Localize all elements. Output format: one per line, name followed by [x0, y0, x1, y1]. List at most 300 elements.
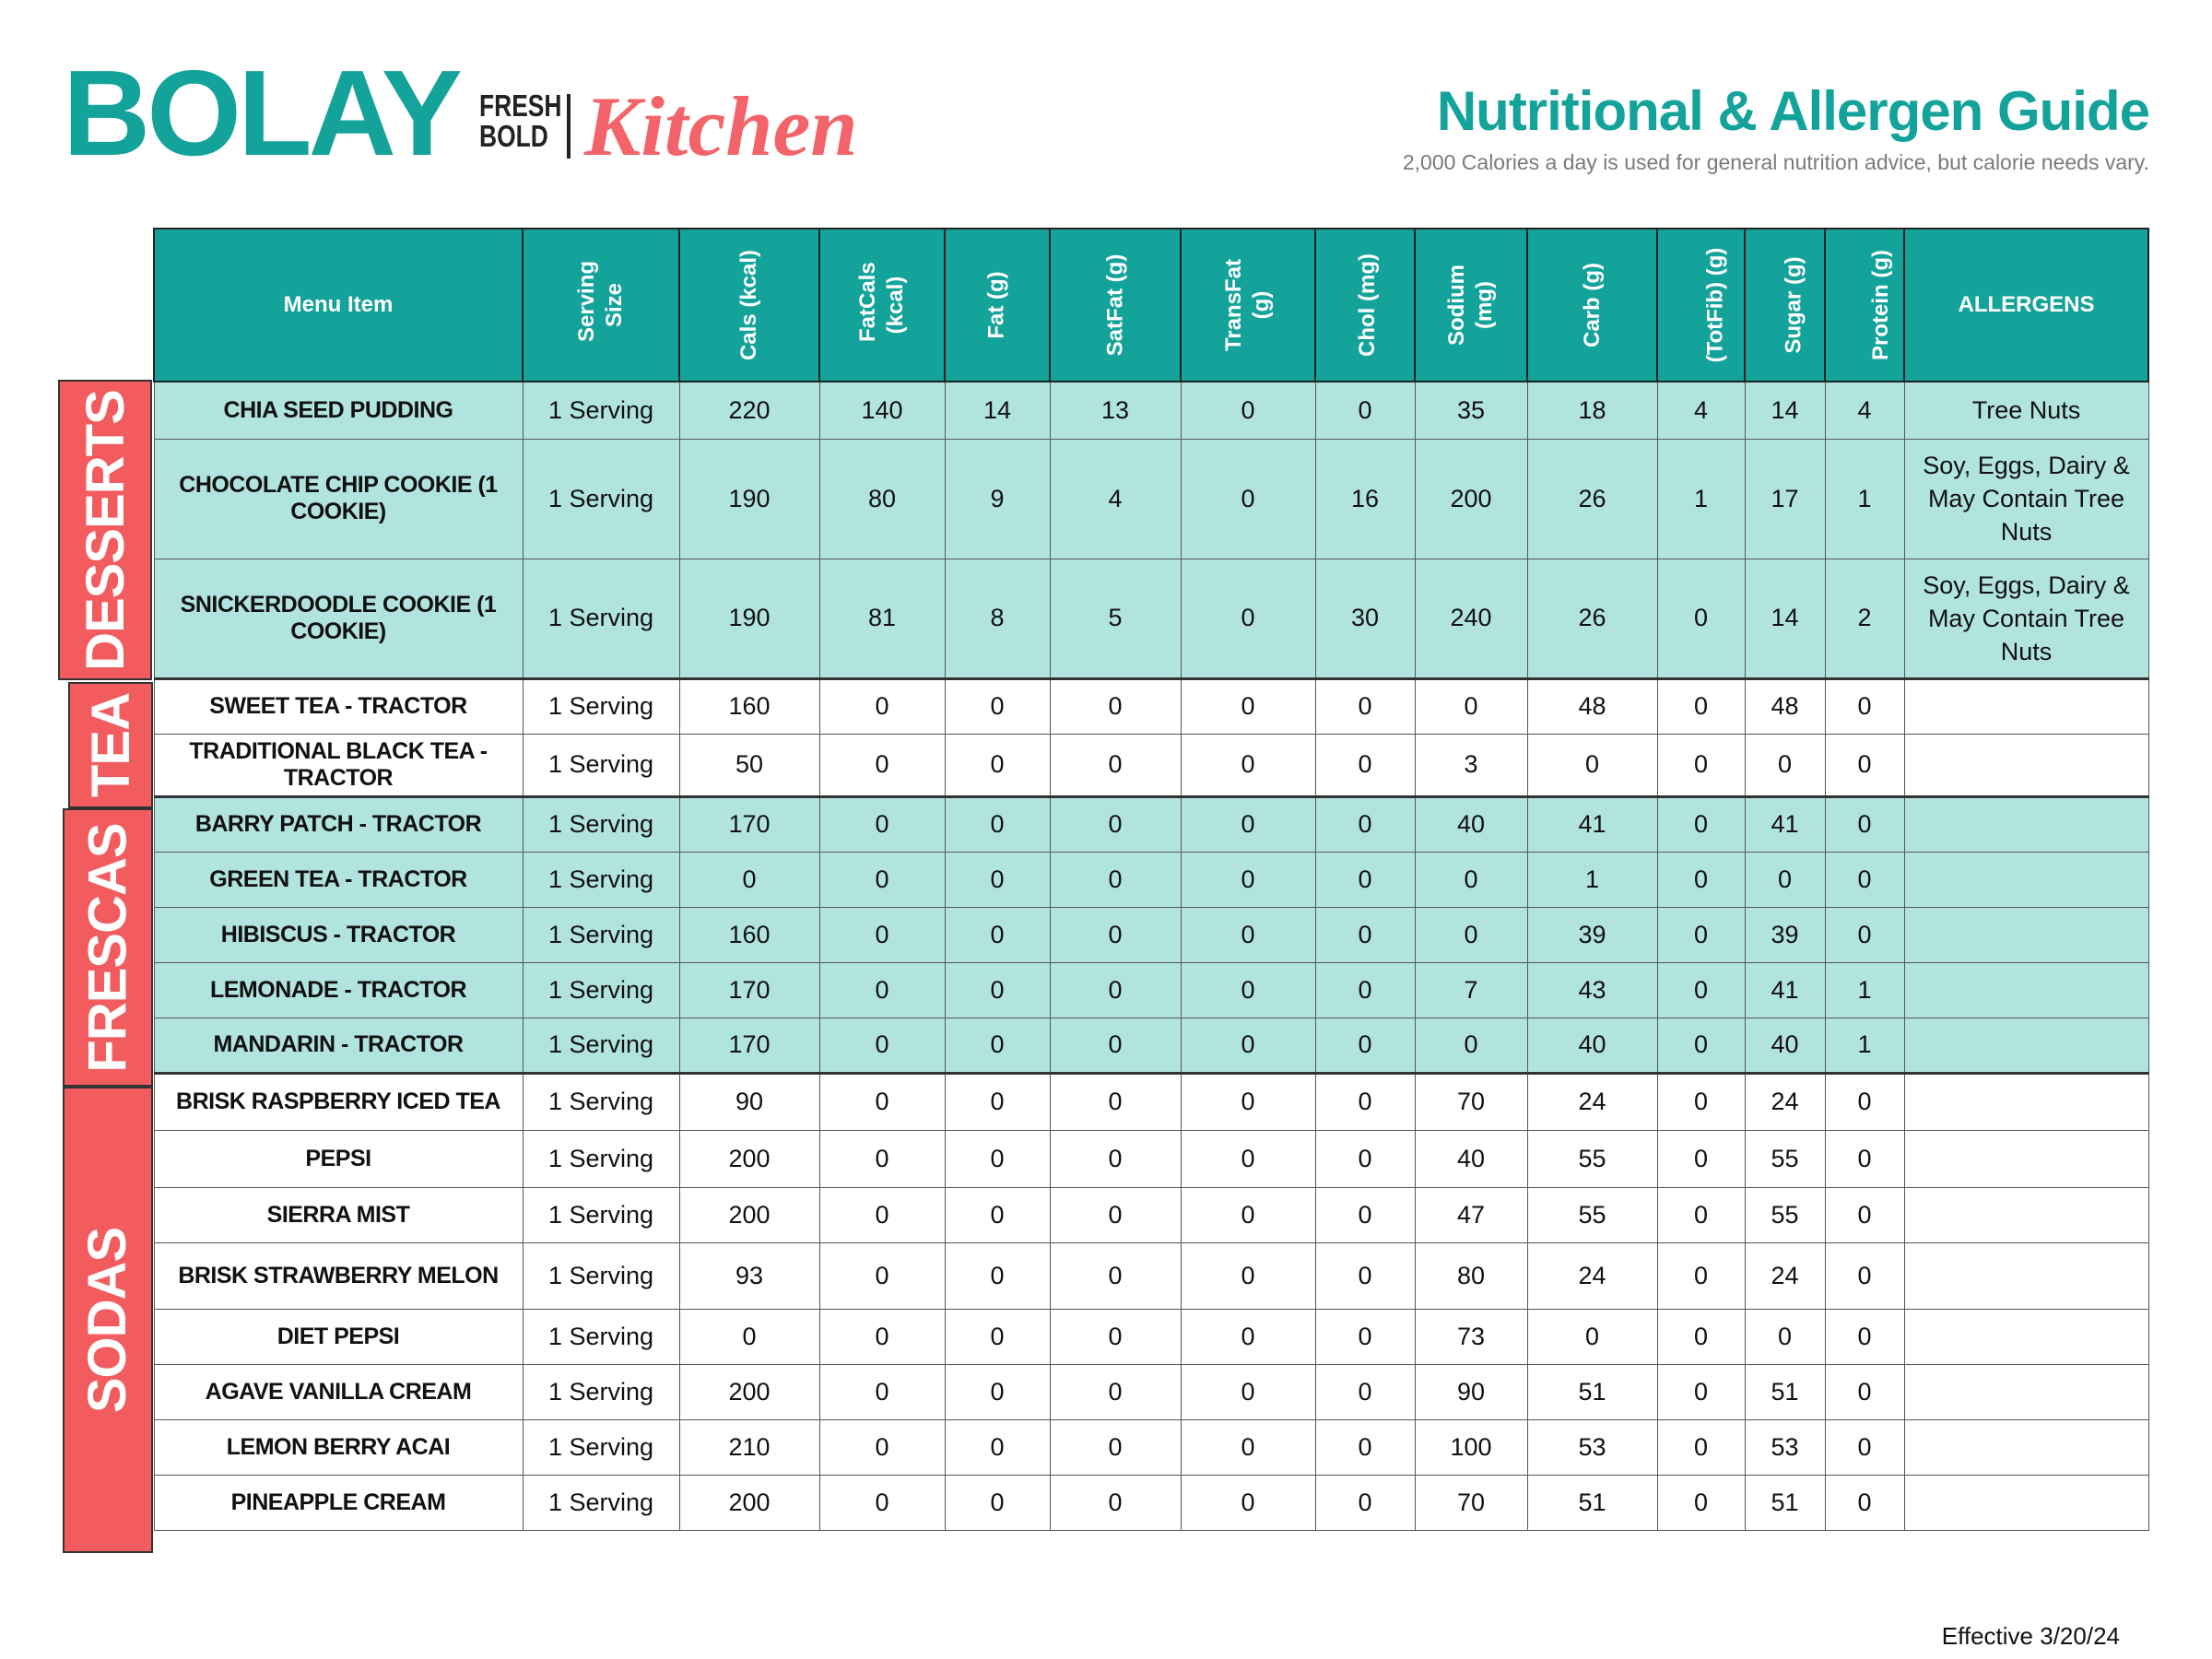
cell-serving-size: 1 Serving	[523, 907, 679, 962]
cell-carb: 24	[1527, 1073, 1657, 1130]
cell-satfat: 5	[1050, 559, 1181, 678]
cell-chol: 0	[1315, 796, 1415, 852]
cell-serving-size: 1 Serving	[523, 796, 679, 852]
cell-fatcals: 81	[819, 559, 945, 678]
cell-allergens	[1904, 1419, 2148, 1475]
cell-cals: 0	[679, 852, 819, 907]
cell-satfat: 0	[1050, 1364, 1181, 1419]
cell-fatcals: 0	[819, 1309, 945, 1364]
cell-item-name: TRADITIONAL BLACK TEA - TRACTOR	[154, 734, 523, 796]
cell-totfib: 0	[1657, 1242, 1745, 1309]
cell-item-name: DIET PEPSI	[154, 1309, 523, 1364]
cell-sugar: 17	[1745, 439, 1825, 559]
col-fat	[945, 229, 1050, 382]
cell-cals: 200	[679, 1130, 819, 1187]
cell-satfat: 0	[1050, 1073, 1181, 1130]
cell-serving-size: 1 Serving	[523, 962, 679, 1018]
cell-chol: 0	[1315, 852, 1415, 907]
cell-sugar: 39	[1745, 907, 1825, 962]
cell-protein: 0	[1825, 796, 1904, 852]
cell-totfib: 0	[1657, 1309, 1745, 1364]
table-row	[154, 382, 2148, 439]
cell-transfat: 0	[1181, 1187, 1315, 1242]
cell-totfib: 0	[1657, 852, 1745, 907]
cell-sodium: 0	[1415, 1018, 1527, 1073]
cell-carb: 41	[1527, 796, 1657, 852]
cell-allergens	[1904, 1364, 2148, 1419]
cell-allergens	[1904, 1309, 2148, 1364]
cell-totfib: 0	[1657, 1475, 1745, 1530]
cell-serving-size: 1 Serving	[523, 439, 679, 559]
logo-tagline-bold: BOLD	[479, 119, 548, 153]
cell-transfat: 0	[1181, 1018, 1315, 1073]
cell-protein: 0	[1825, 678, 1904, 734]
cell-satfat: 0	[1050, 852, 1181, 907]
cell-sugar: 53	[1745, 1419, 1825, 1475]
cell-sodium: 0	[1415, 907, 1527, 962]
cell-carb: 18	[1527, 382, 1657, 439]
cell-fatcals: 0	[819, 1018, 945, 1073]
cell-sodium: 0	[1415, 852, 1527, 907]
cell-carb: 55	[1527, 1130, 1657, 1187]
cell-sodium: 40	[1415, 796, 1527, 852]
col-label: Sugar (g)	[1781, 256, 1806, 354]
cell-fatcals: 0	[819, 1073, 945, 1130]
cell-allergens	[1904, 1475, 2148, 1530]
table-row	[154, 559, 2148, 678]
cell-serving-size: 1 Serving	[523, 1187, 679, 1242]
table-body	[154, 382, 2148, 1530]
cell-serving-size: 1 Serving	[523, 559, 679, 678]
cell-totfib: 1	[1657, 439, 1745, 559]
cell-allergens	[1904, 796, 2148, 852]
col-fatcals	[819, 229, 945, 382]
cell-totfib: 0	[1657, 1018, 1745, 1073]
cell-protein: 4	[1825, 382, 1904, 439]
cell-fatcals: 0	[819, 907, 945, 962]
col-carb	[1527, 229, 1657, 382]
cell-cals: 210	[679, 1419, 819, 1475]
cell-allergens	[1904, 1130, 2148, 1187]
cell-carb: 26	[1527, 439, 1657, 559]
cell-chol: 0	[1315, 382, 1415, 439]
col-label: SatFat (g)	[1101, 253, 1127, 357]
cell-fat: 0	[945, 962, 1050, 1018]
cell-protein: 0	[1825, 1475, 1904, 1530]
cell-protein: 1	[1825, 439, 1904, 559]
table-row	[154, 1018, 2148, 1073]
cell-totfib: 0	[1657, 678, 1745, 734]
cell-chol: 0	[1315, 1242, 1415, 1309]
cell-transfat: 0	[1181, 1419, 1315, 1475]
cell-sugar: 0	[1745, 1309, 1825, 1364]
cell-carb: 55	[1527, 1187, 1657, 1242]
cell-satfat: 0	[1050, 962, 1181, 1018]
cell-transfat: 0	[1181, 962, 1315, 1018]
cell-item-name: SNICKERDOODLE COOKIE (1 COOKIE)	[154, 559, 523, 678]
cell-sugar: 24	[1745, 1242, 1825, 1309]
col-label: (TotFib) (g)	[1702, 247, 1728, 363]
cell-protein: 0	[1825, 734, 1904, 796]
cell-transfat: 0	[1181, 852, 1315, 907]
col-sodium	[1415, 229, 1527, 382]
cell-satfat: 0	[1050, 1419, 1181, 1475]
cell-satfat: 4	[1050, 439, 1181, 559]
cell-sodium: 240	[1415, 559, 1527, 678]
cell-protein: 0	[1825, 907, 1904, 962]
cell-item-name: PINEAPPLE CREAM	[154, 1475, 523, 1530]
cell-carb: 26	[1527, 559, 1657, 678]
cell-carb: 0	[1527, 1309, 1657, 1364]
cell-chol: 0	[1315, 962, 1415, 1018]
cell-item-name: SWEET TEA - TRACTOR	[154, 678, 523, 734]
cell-allergens	[1904, 1242, 2148, 1309]
cell-item-name: CHIA SEED PUDDING	[154, 382, 523, 439]
cell-sugar: 55	[1745, 1187, 1825, 1242]
cell-fat: 0	[945, 1130, 1050, 1187]
cell-carb: 24	[1527, 1242, 1657, 1309]
cell-carb: 53	[1527, 1419, 1657, 1475]
cell-allergens	[1904, 734, 2148, 796]
cell-transfat: 0	[1181, 1475, 1315, 1530]
category-tab-sodas	[63, 1087, 153, 1553]
cell-cals: 200	[679, 1187, 819, 1242]
category-label: DESSERTS	[75, 389, 135, 671]
cell-chol: 0	[1315, 1187, 1415, 1242]
cell-transfat: 0	[1181, 382, 1315, 439]
cell-item-name: BARRY PATCH - TRACTOR	[154, 796, 523, 852]
table-header-row	[154, 229, 2148, 382]
table-row	[154, 1419, 2148, 1475]
cell-fatcals: 80	[819, 439, 945, 559]
table-row	[154, 796, 2148, 852]
table-row	[154, 1073, 2148, 1130]
cell-sodium: 3	[1415, 734, 1527, 796]
cell-fat: 0	[945, 678, 1050, 734]
cell-protein: 0	[1825, 1187, 1904, 1242]
cell-protein: 1	[1825, 1018, 1904, 1073]
cell-totfib: 0	[1657, 796, 1745, 852]
cell-fatcals: 0	[819, 678, 945, 734]
col-label: Chol (mg)	[1354, 253, 1380, 357]
cell-serving-size: 1 Serving	[523, 382, 679, 439]
cell-item-name: BRISK RASPBERRY ICED TEA	[154, 1073, 523, 1130]
cell-cals: 220	[679, 382, 819, 439]
category-label: TEA	[80, 693, 141, 797]
cell-protein: 0	[1825, 852, 1904, 907]
cell-cals: 190	[679, 439, 819, 559]
cell-chol: 30	[1315, 559, 1415, 678]
cell-totfib: 0	[1657, 1419, 1745, 1475]
cell-sodium: 40	[1415, 1130, 1527, 1187]
cell-cals: 200	[679, 1364, 819, 1419]
cell-fat: 0	[945, 1073, 1050, 1130]
cell-serving-size: 1 Serving	[523, 852, 679, 907]
cell-sodium: 90	[1415, 1364, 1527, 1419]
table-row	[154, 734, 2148, 796]
cell-carb: 39	[1527, 907, 1657, 962]
table-row	[154, 1242, 2148, 1309]
col-cals	[679, 229, 819, 382]
cell-carb: 0	[1527, 734, 1657, 796]
cell-totfib: 0	[1657, 559, 1745, 678]
cell-satfat: 0	[1050, 907, 1181, 962]
cell-transfat: 0	[1181, 1364, 1315, 1419]
cell-protein: 0	[1825, 1242, 1904, 1309]
col-menu-item: Menu Item	[154, 229, 523, 382]
logo-tagline-fresh: FRESH	[479, 88, 562, 123]
cell-sodium: 0	[1415, 678, 1527, 734]
table-row	[154, 1475, 2148, 1530]
cell-fatcals: 0	[819, 852, 945, 907]
cell-totfib: 0	[1657, 1187, 1745, 1242]
cell-allergens: Tree Nuts	[1904, 382, 2148, 439]
effective-date: Effective 3/20/24	[1941, 1622, 2120, 1650]
cell-satfat: 0	[1050, 1130, 1181, 1187]
table-row	[154, 1187, 2148, 1242]
cell-satfat: 0	[1050, 678, 1181, 734]
col-allergens: ALLERGENS	[1904, 229, 2148, 382]
cell-serving-size: 1 Serving	[523, 678, 679, 734]
category-tab-desserts	[58, 380, 152, 680]
cell-transfat: 0	[1181, 734, 1315, 796]
nutrition-table	[153, 228, 2149, 1531]
cell-fatcals: 0	[819, 734, 945, 796]
cell-totfib: 4	[1657, 382, 1745, 439]
cell-carb: 48	[1527, 678, 1657, 734]
table-row	[154, 1364, 2148, 1419]
cell-fat: 8	[945, 559, 1050, 678]
table-row	[154, 962, 2148, 1018]
cell-item-name: SIERRA MIST	[154, 1187, 523, 1242]
col-transfat	[1181, 229, 1315, 382]
cell-chol: 0	[1315, 907, 1415, 962]
cell-fat: 0	[945, 1475, 1050, 1530]
cell-sodium: 80	[1415, 1242, 1527, 1309]
category-label: FRESCAS	[77, 822, 138, 1073]
cell-sodium: 73	[1415, 1309, 1527, 1364]
cell-allergens	[1904, 962, 2148, 1018]
page-subtitle: 2,000 Calories a day is used for general nutrition advice, but calorie needs vary.	[1402, 150, 2149, 174]
col-label: TransFat (g)	[1221, 258, 1274, 352]
cell-chol: 0	[1315, 1018, 1415, 1073]
cell-fatcals: 0	[819, 1419, 945, 1475]
cell-fat: 0	[945, 1018, 1050, 1073]
cell-serving-size: 1 Serving	[523, 1475, 679, 1530]
col-protein	[1825, 229, 1904, 382]
cell-carb: 51	[1527, 1364, 1657, 1419]
cell-sodium: 7	[1415, 962, 1527, 1018]
cell-cals: 90	[679, 1073, 819, 1130]
cell-serving-size: 1 Serving	[523, 1018, 679, 1073]
cell-item-name: LEMON BERRY ACAI	[154, 1419, 523, 1475]
cell-chol: 0	[1315, 1073, 1415, 1130]
cell-satfat: 0	[1050, 1187, 1181, 1242]
col-label: Protein (g)	[1868, 250, 1893, 360]
col-sugar	[1745, 229, 1825, 382]
cell-protein: 0	[1825, 1364, 1904, 1419]
logo-kitchen: Kitchen	[584, 79, 858, 173]
cell-sugar: 0	[1745, 734, 1825, 796]
cell-item-name: LEMONADE - TRACTOR	[154, 962, 523, 1018]
cell-sugar: 14	[1745, 559, 1825, 678]
cell-cals: 190	[679, 559, 819, 678]
cell-protein: 0	[1825, 1309, 1904, 1364]
cell-serving-size: 1 Serving	[523, 1309, 679, 1364]
col-satfat	[1050, 229, 1181, 382]
cell-chol: 0	[1315, 1130, 1415, 1187]
cell-sugar: 0	[1745, 852, 1825, 907]
cell-cals: 170	[679, 796, 819, 852]
cell-satfat: 0	[1050, 796, 1181, 852]
cell-fatcals: 0	[819, 1130, 945, 1187]
cell-allergens: Soy, Eggs, Dairy & May Contain Tree Nuts	[1904, 559, 2148, 678]
cell-allergens	[1904, 678, 2148, 734]
cell-fat: 0	[945, 907, 1050, 962]
cell-fat: 0	[945, 1364, 1050, 1419]
cell-fatcals: 0	[819, 1364, 945, 1419]
cell-serving-size: 1 Serving	[523, 734, 679, 796]
col-serving-size	[523, 229, 679, 382]
cell-chol: 0	[1315, 734, 1415, 796]
cell-cals: 160	[679, 678, 819, 734]
cell-transfat: 0	[1181, 678, 1315, 734]
cell-allergens	[1904, 852, 2148, 907]
cell-fatcals: 140	[819, 382, 945, 439]
table-row	[154, 907, 2148, 962]
cell-sugar: 51	[1745, 1364, 1825, 1419]
cell-carb: 43	[1527, 962, 1657, 1018]
cell-satfat: 0	[1050, 1242, 1181, 1309]
cell-cals: 50	[679, 734, 819, 796]
cell-fat: 0	[945, 734, 1050, 796]
cell-sugar: 14	[1745, 382, 1825, 439]
cell-protein: 1	[1825, 962, 1904, 1018]
cell-satfat: 0	[1050, 1018, 1181, 1073]
col-label: FatCals (kcal)	[855, 262, 908, 342]
cell-protein: 0	[1825, 1130, 1904, 1187]
cell-transfat: 0	[1181, 1309, 1315, 1364]
cell-sugar: 41	[1745, 962, 1825, 1018]
cell-protein: 0	[1825, 1073, 1904, 1130]
col-label: Sodium (mg)	[1444, 265, 1497, 346]
cell-allergens	[1904, 1018, 2148, 1073]
cell-sugar: 55	[1745, 1130, 1825, 1187]
cell-fat: 14	[945, 382, 1050, 439]
cell-allergens	[1904, 1073, 2148, 1130]
cell-transfat: 0	[1181, 1130, 1315, 1187]
cell-fat: 9	[945, 439, 1050, 559]
cell-allergens	[1904, 1187, 2148, 1242]
cell-allergens	[1904, 907, 2148, 962]
cell-item-name: AGAVE VANILLA CREAM	[154, 1364, 523, 1419]
table-row	[154, 678, 2148, 734]
cell-serving-size: 1 Serving	[523, 1364, 679, 1419]
cell-sugar: 40	[1745, 1018, 1825, 1073]
cell-item-name: HIBISCUS - TRACTOR	[154, 907, 523, 962]
category-label: SODAS	[77, 1227, 138, 1413]
cell-transfat: 0	[1181, 439, 1315, 559]
table-row	[154, 852, 2148, 907]
col-totfib	[1657, 229, 1745, 382]
cell-sugar: 24	[1745, 1073, 1825, 1130]
cell-sodium: 200	[1415, 439, 1527, 559]
cell-protein: 2	[1825, 559, 1904, 678]
cell-satfat: 13	[1050, 382, 1181, 439]
cell-cals: 93	[679, 1242, 819, 1309]
cell-transfat: 0	[1181, 1073, 1315, 1130]
cell-transfat: 0	[1181, 907, 1315, 962]
cell-chol: 0	[1315, 1419, 1415, 1475]
cell-serving-size: 1 Serving	[523, 1073, 679, 1130]
page-title: Nutritional & Allergen Guide	[1436, 80, 2149, 142]
cell-cals: 170	[679, 962, 819, 1018]
cell-carb: 51	[1527, 1475, 1657, 1530]
cell-fat: 0	[945, 1187, 1050, 1242]
cell-carb: 40	[1527, 1018, 1657, 1073]
cell-totfib: 0	[1657, 907, 1745, 962]
cell-chol: 0	[1315, 1364, 1415, 1419]
cell-item-name: MANDARIN - TRACTOR	[154, 1018, 523, 1073]
cell-carb: 1	[1527, 852, 1657, 907]
cell-chol: 16	[1315, 439, 1415, 559]
category-tab-frescas	[63, 808, 153, 1087]
cell-fat: 0	[945, 1242, 1050, 1309]
cell-sugar: 41	[1745, 796, 1825, 852]
cell-serving-size: 1 Serving	[523, 1242, 679, 1309]
cell-cals: 200	[679, 1475, 819, 1530]
cell-transfat: 0	[1181, 796, 1315, 852]
category-tab-tea	[68, 682, 153, 808]
cell-transfat: 0	[1181, 1242, 1315, 1309]
cell-item-name: PEPSI	[154, 1130, 523, 1187]
col-label: Carb (g)	[1579, 263, 1605, 347]
col-label: Fat (g)	[984, 271, 1009, 339]
cell-protein: 0	[1825, 1419, 1904, 1475]
cell-sodium: 35	[1415, 382, 1527, 439]
cell-chol: 0	[1315, 1309, 1415, 1364]
cell-sugar: 48	[1745, 678, 1825, 734]
cell-satfat: 0	[1050, 1309, 1181, 1364]
cell-cals: 0	[679, 1309, 819, 1364]
cell-chol: 0	[1315, 1475, 1415, 1530]
cell-totfib: 0	[1657, 1073, 1745, 1130]
logo-wordmark: BOLAY	[63, 45, 459, 181]
cell-fat: 0	[945, 1309, 1050, 1364]
cell-totfib: 0	[1657, 1364, 1745, 1419]
table-row	[154, 439, 2148, 559]
cell-sodium: 47	[1415, 1187, 1527, 1242]
cell-totfib: 0	[1657, 734, 1745, 796]
cell-satfat: 0	[1050, 734, 1181, 796]
cell-item-name: BRISK STRAWBERRY MELON	[154, 1242, 523, 1309]
cell-sodium: 100	[1415, 1419, 1527, 1475]
col-chol	[1315, 229, 1415, 382]
cell-serving-size: 1 Serving	[523, 1130, 679, 1187]
cell-totfib: 0	[1657, 1130, 1745, 1187]
cell-fatcals: 0	[819, 1187, 945, 1242]
cell-allergens: Soy, Eggs, Dairy & May Contain Tree Nuts	[1904, 439, 2148, 559]
col-label: Cals (kcal)	[736, 249, 761, 361]
col-label: Serving Size	[574, 260, 627, 342]
cell-serving-size: 1 Serving	[523, 1419, 679, 1475]
cell-chol: 0	[1315, 678, 1415, 734]
cell-fatcals: 0	[819, 962, 945, 1018]
cell-fatcals: 0	[819, 796, 945, 852]
cell-fatcals: 0	[819, 1242, 945, 1309]
cell-sugar: 51	[1745, 1475, 1825, 1530]
cell-fat: 0	[945, 852, 1050, 907]
